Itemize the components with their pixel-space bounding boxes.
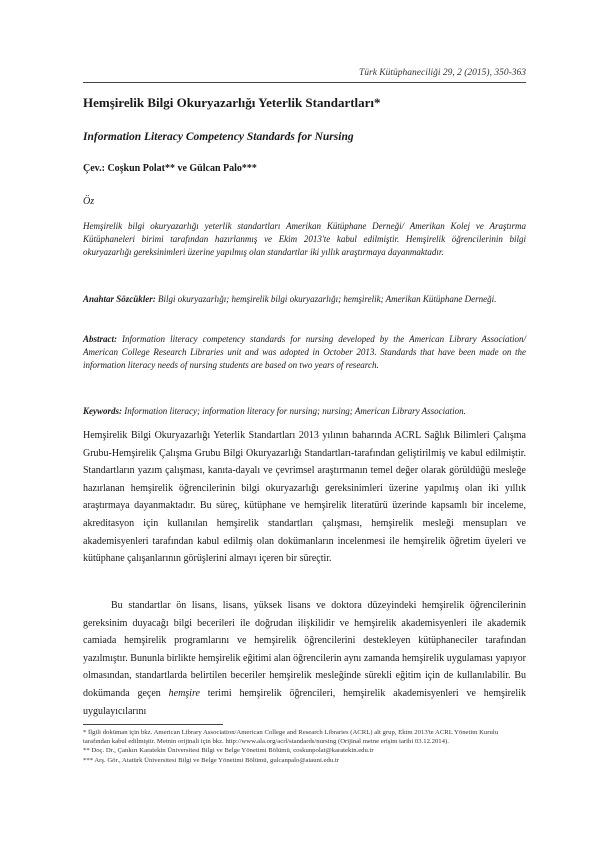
article-subtitle: Information Literacy Competency Standards for Nursing xyxy=(83,131,354,143)
article-title: Hemşirelik Bilgi Okuryazarlığı Yeterlik Standartları* xyxy=(83,95,381,110)
keywords-tr xyxy=(83,293,526,306)
body-paragraph-2-term: hemşire xyxy=(168,687,200,699)
keywords-tr-text: Bilgi okuryazarlığı; hemşirelik bilgi okuryazarlığı; hemşirelik; Amerikan Kütüphane Derneği. xyxy=(158,294,497,304)
footnote-3: *** Arş. Gör., Atatürk Üniversitesi Bilgi ve Belge Yönetimi Bölümü, gulcanpalo@atauni.edu.tr xyxy=(83,756,339,764)
header-rule xyxy=(83,82,526,83)
oz-text: Hemşirelik bilgi okuryazarlığı yeterlik standartları Amerikan Kütüphane Derneği/ Amerikan Kolej ve Araştırma Kütüphaneleri birimi tarafından hazırlanmış ve Ekim 2013'te kabul edilmiştir. Hemşirelik öğrencilerinin bilgi okuryazarlığı gereksinimleri üzerine yapılmış olan standartlar iki yıllık araştırmaya dayanmaktadır. xyxy=(83,221,526,257)
body-paragraph-2-part-a: Bu standartlar ön lisans, lisans, yüksek lisans ve doktora düzeyindeki hemşirelik öğrencilerinin gereksinim duyacağı bilgi becerileri ile doğrudan ilişkilidir ve hemşirelik akademisyenleri ile akademik camiada hemşirelik programlarını ve hemşirelik öğrencilerini destekleyen kütüphaneciler tarafından yazılmıştır. Bununla birlikte hemşirelik eğitimi alan öğrencilerin aynı zamanda hemşirelik uygulaması yapıyor olmasından, standartlarda belirtilen beceriler hemşirelik mesleğinde sürekli eğitim için de kullanılabilir. Bu dokümanda geçen xyxy=(83,600,526,699)
abstract-label: Abstract: xyxy=(83,334,118,344)
keywords-en-text: Information literacy; information literacy for nursing; nursing; American Library Association. xyxy=(124,406,466,416)
abstract-text: Information literacy competency standards for nursing developed by the American Library Association/ American College Research Libraries unit and was adopted in October 2013. Standards that have been made on the information literacy needs of nursing students are based on two years of research. xyxy=(83,334,527,370)
oz-heading: Öz xyxy=(83,196,95,207)
running-head: Türk Kütüphaneciliği 29, 2 (2015), 350-363 xyxy=(358,68,526,78)
footnote-rule xyxy=(83,724,223,725)
author-line: Çev.: Coşkun Polat** ve Gülcan Palo*** xyxy=(83,163,257,174)
footnote-1: * İlgili doküman için bkz. American Library Association/American College and Research Libraries (ACRL) alt grup, Ekim 2013'te ACRL Yönetim Kurulu tarafından kabul edilmiştir. Metnin orijinali için bkz. http://www.ala.org/acrl/standards/nursing (Orijinal metne erişim tarihi 03.12.2014). xyxy=(83,729,499,746)
keywords-en-label: Keywords: xyxy=(83,406,122,416)
body-paragraph-2 xyxy=(83,597,526,720)
footnote-2: ** Doç. Dr., Çankırı Karatekin Üniversitesi Bilgi ve Belge Yönetimi Bölümü, coskunpolat@karatekin.edu.tr xyxy=(83,747,374,755)
footnotes xyxy=(83,728,526,765)
keywords-en xyxy=(83,405,526,418)
body-paragraph-2-part-b: terimi hemşirelik öğrencileri, hemşirelik akademisyenleri ve hemşirelik uygulayıcılarını xyxy=(83,687,526,717)
abstract-en xyxy=(83,333,526,371)
keywords-tr-label: Anahtar Sözcükler: xyxy=(83,294,156,304)
body-paragraph-1: Hemşirelik Bilgi Okuryazarlığı Yeterlik Standartları 2013 yılının baharında ACRL Sağlık Bilimleri Çalışma Grubu-Hemşirelik Çalışma Grubu Bilgi Okuryazarlığı Standartları-tarafından geliştirilmiş ve kabul edilmiştir. Standartların yazım çalışması, kanıta-dayalı ve çevrimsel araştırmanın temel değer olarak görüldüğü mesleğe hazırlanan hemşirelik öğrencilerinin bilgi okuryazarlığı gereksinimleri üzerine yapılmış olan iki yıllık araştırmaya dayanmaktadır. Bu süreç, kütüphane ve hemşirelik literatürü üzerinde kapsamlı bir inceleme, akreditasyon için kullanılan hemşirelik standartları çalışması, hemşirelik mesleği mensupları ve akademisyenleri tarafından kabul edilmiş olan dokümanların incelenmesi ile hemşirelik öğretim üyeleri ve kütüphane çalışanlarının görüşlerini almayı içeren bir süreçtir. xyxy=(83,430,526,565)
